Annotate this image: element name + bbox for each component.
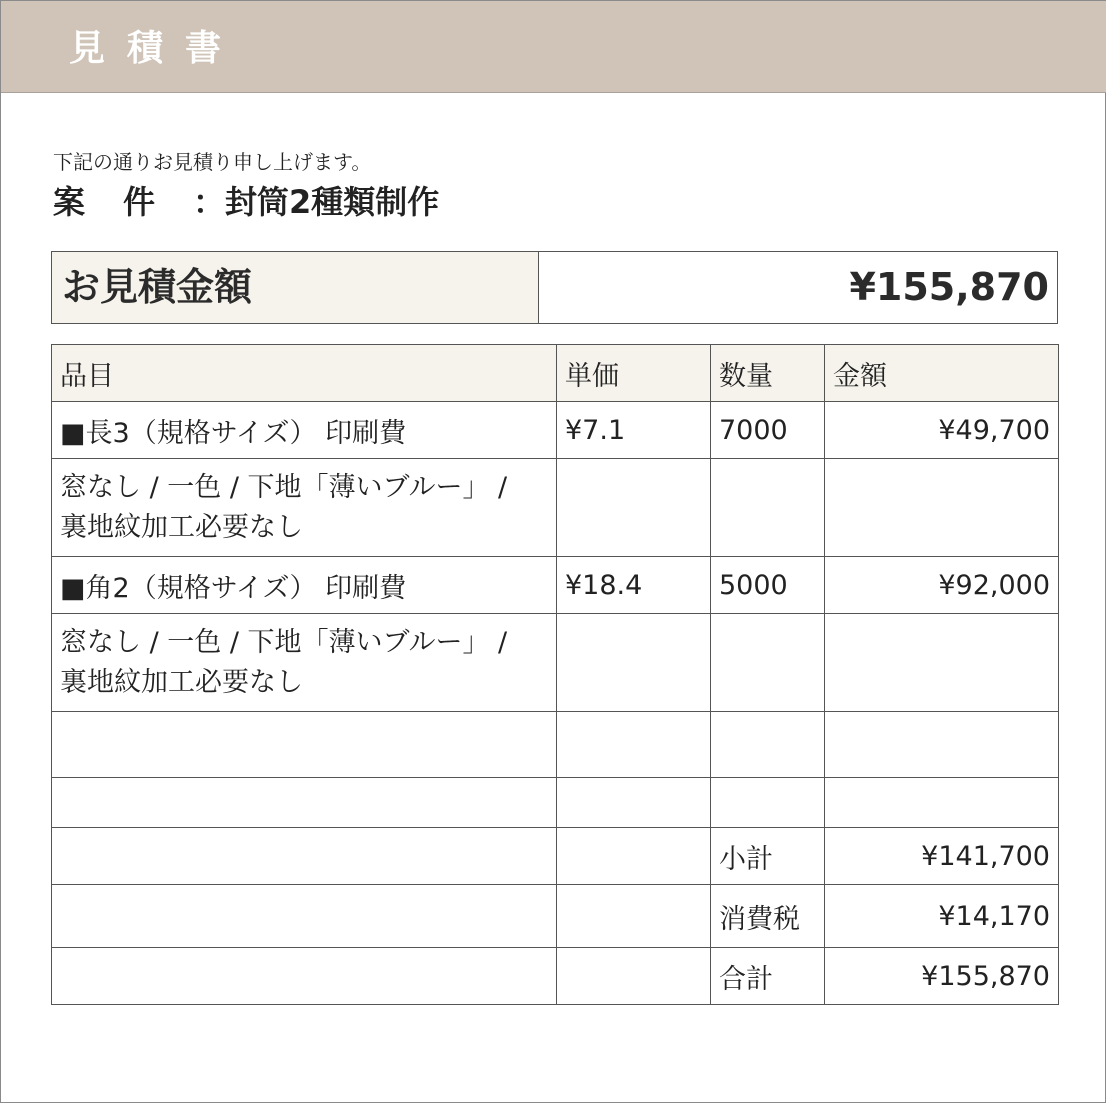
project-label: 案件 bbox=[53, 183, 194, 221]
empty-cell bbox=[557, 778, 711, 828]
item-description-line: 窓なし / 一色 / 下地「薄いブルー」 / bbox=[60, 626, 508, 658]
table-row-empty bbox=[52, 778, 1059, 828]
summary-row-subtotal bbox=[52, 828, 1059, 885]
table-row-description bbox=[52, 614, 1059, 712]
estimate-total-label: お見積金額 bbox=[52, 252, 539, 323]
empty-cell bbox=[557, 885, 711, 948]
table-row-description bbox=[52, 459, 1059, 557]
item-quantity: 5000 bbox=[711, 557, 825, 614]
header-amount: 金額 bbox=[825, 345, 1059, 402]
item-unit-price: ¥7.1 bbox=[557, 402, 711, 459]
empty-cell bbox=[557, 614, 711, 712]
empty-cell bbox=[711, 459, 825, 557]
empty-cell bbox=[52, 828, 557, 885]
header-quantity: 数量 bbox=[711, 345, 825, 402]
empty-cell bbox=[557, 948, 711, 1005]
item-description-line: 窓なし / 一色 / 下地「薄いブルー」 / bbox=[60, 471, 508, 503]
item-unit-price: ¥18.4 bbox=[557, 557, 711, 614]
summary-value: ¥155,870 bbox=[825, 948, 1059, 1005]
empty-cell bbox=[52, 712, 557, 778]
empty-cell bbox=[711, 778, 825, 828]
project-value: 封筒2種類制作 bbox=[225, 183, 440, 221]
summary-label: 合計 bbox=[711, 948, 825, 1005]
empty-cell bbox=[825, 778, 1059, 828]
empty-cell bbox=[557, 828, 711, 885]
empty-cell bbox=[52, 778, 557, 828]
project-line bbox=[53, 181, 439, 223]
item-description-line: 裏地紋加工必要なし bbox=[60, 666, 303, 698]
empty-cell bbox=[711, 614, 825, 712]
header-bar bbox=[1, 1, 1106, 93]
estimate-total-value: ¥155,870 bbox=[849, 265, 1049, 309]
item-quantity: 7000 bbox=[711, 402, 825, 459]
empty-cell bbox=[52, 948, 557, 1005]
item-description bbox=[52, 459, 557, 557]
table-row-empty bbox=[52, 712, 1059, 778]
table-row bbox=[52, 402, 1059, 459]
item-description-line: 裏地紋加工必要なし bbox=[60, 511, 303, 543]
empty-cell bbox=[557, 459, 711, 557]
table-row bbox=[52, 557, 1059, 614]
summary-row-tax bbox=[52, 885, 1059, 948]
table-header-row bbox=[52, 345, 1059, 402]
item-amount: ¥92,000 bbox=[825, 557, 1059, 614]
item-name: ■長3（規格サイズ） 印刷費 bbox=[52, 402, 557, 459]
header-unit-price: 単価 bbox=[557, 345, 711, 402]
project-separator: ： bbox=[193, 183, 226, 221]
empty-cell bbox=[825, 712, 1059, 778]
document-title: 見積書 bbox=[69, 28, 244, 69]
empty-cell bbox=[711, 712, 825, 778]
estimate-total-box bbox=[51, 251, 1058, 324]
intro-text: 下記の通りお見積り申し上げます。 bbox=[53, 150, 372, 174]
item-description bbox=[52, 614, 557, 712]
empty-cell bbox=[52, 885, 557, 948]
items-table bbox=[51, 344, 1059, 1005]
summary-value: ¥14,170 bbox=[825, 885, 1059, 948]
summary-row-total bbox=[52, 948, 1059, 1005]
header-item: 品目 bbox=[52, 345, 557, 402]
summary-value: ¥141,700 bbox=[825, 828, 1059, 885]
summary-label: 消費税 bbox=[711, 885, 825, 948]
empty-cell bbox=[557, 712, 711, 778]
summary-label: 小計 bbox=[711, 828, 825, 885]
empty-cell bbox=[825, 614, 1059, 712]
empty-cell bbox=[825, 459, 1059, 557]
item-amount: ¥49,700 bbox=[825, 402, 1059, 459]
item-name: ■角2（規格サイズ） 印刷費 bbox=[52, 557, 557, 614]
